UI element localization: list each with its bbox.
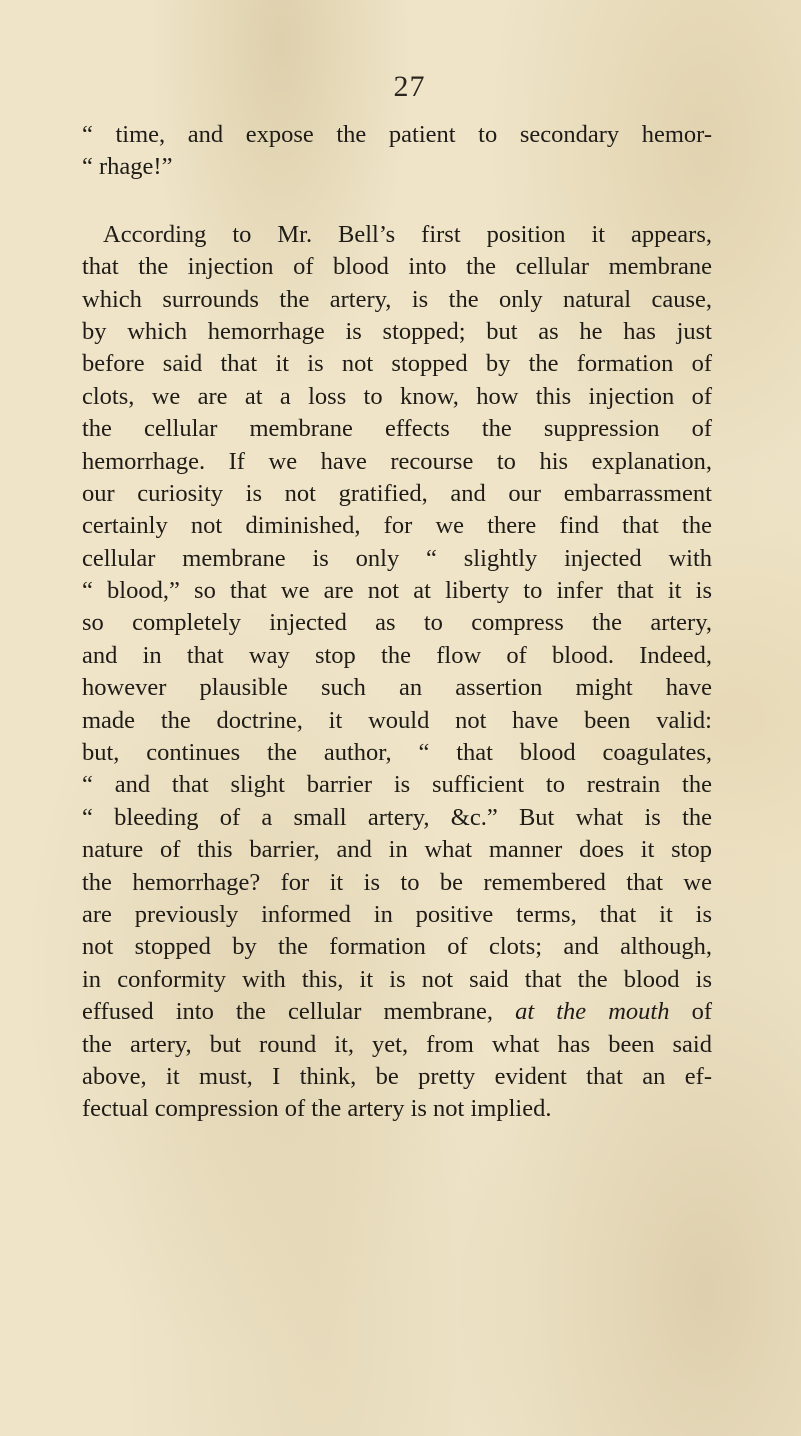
text-line: hemorrhage. If we have recourse to his explanation, [82,447,712,475]
italic-phrase: at the mouth [515,998,670,1026]
text-line: before said that it is not stopped by the formation of [82,350,712,378]
text-line: According to Mr. Bell’s first position it appears, [103,220,712,248]
text-line: above, it must, I think, be pretty evident that an ef- [82,1062,712,1090]
text-line: clots, we are at a loss to know, how this injection of [82,382,712,410]
text-line: “ rhage!” [82,153,173,181]
text-line: by which hemorrhage is stopped; but as he has just [82,317,712,345]
text-line: not stopped by the formation of clots; and although, [82,933,712,961]
text-line: “ blood,” so that we are not at liberty to infer that it is [82,577,712,605]
text-line: the hemorrhage? for it is to be remembered that we [82,868,712,896]
text-line: that the injection of blood into the cellular membrane [82,253,712,281]
paragraph-1 [82,119,712,184]
text-line: certainly not diminished, for we there find that the [82,512,712,540]
text-line: cellular membrane is only “ slightly injected with [82,544,712,572]
text-line-with-italic [82,996,712,1028]
paragraph-gap [82,184,712,219]
line-start: effused into the cellular membrane, [82,998,493,1026]
text-line: made the doctrine, it would not have been valid: [82,706,712,734]
text-line: so completely injected as to compress the artery, [82,609,712,637]
text-line: “ bleeding of a small artery, &c.” But what is the [82,803,712,831]
line-end: of [691,998,713,1026]
text-line: the cellular membrane effects the suppression of [82,415,712,443]
text-line: fectual compression of the artery is not implied. [82,1095,552,1123]
page-number-text: 27 [393,70,426,103]
text-line: “ and that slight barrier is sufficient to restrain the [82,771,712,799]
text-line: nature of this barrier, and in what manner does it stop [82,836,712,864]
text-line: however plausible such an assertion might have [82,674,712,702]
text-line: and in that way stop the flow of blood. Indeed, [82,641,712,669]
text-line: in conformity with this, it is not said that the blood is [82,965,712,993]
text-line: but, continues the author, “ that blood coagulates, [82,739,712,767]
page-number [0,72,801,102]
text-line: the artery, but round it, yet, from what has been said [82,1030,712,1058]
body-text [82,119,712,1126]
text-line: which surrounds the artery, is the only natural cause, [82,285,712,313]
text-line: “ time, and expose the patient to secondary hemor- [82,121,712,148]
paragraph-2 [82,219,712,1126]
text-line: are previously informed in positive terms, that it is [82,900,712,928]
text-line: our curiosity is not gratified, and our embarrassment [82,479,712,507]
